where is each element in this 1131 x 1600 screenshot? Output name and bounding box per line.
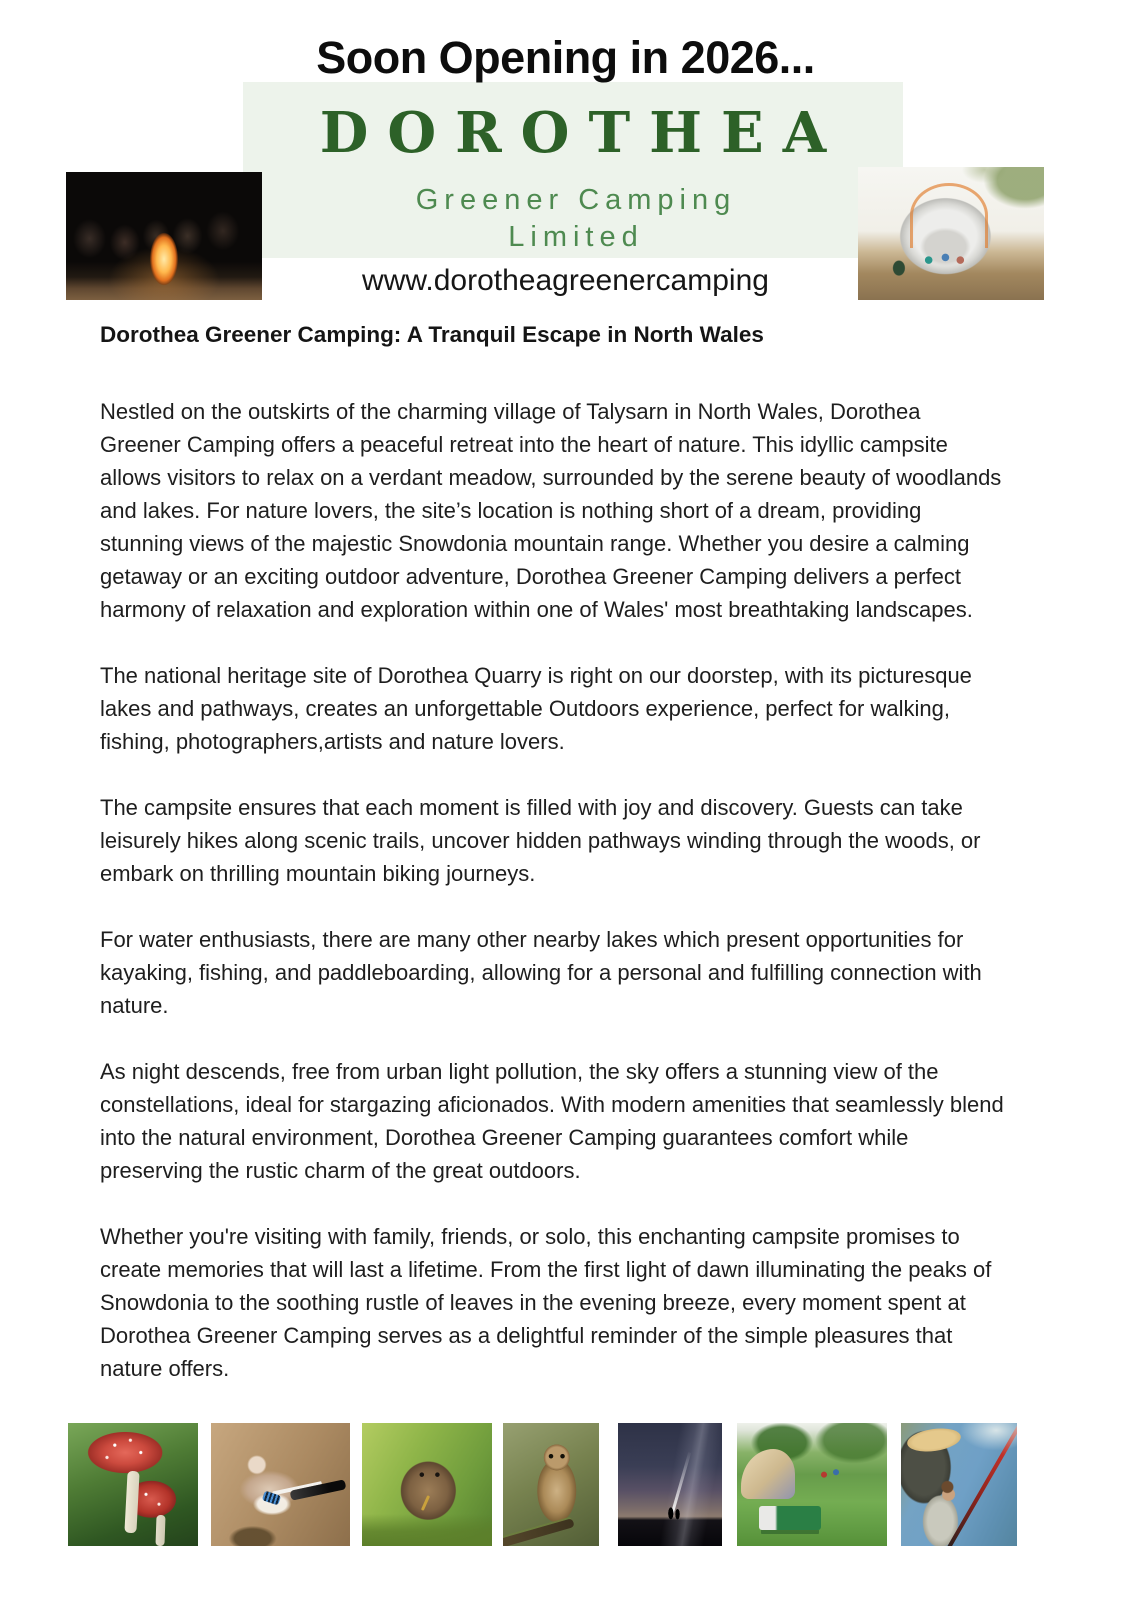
article-body: [100, 318, 1005, 1418]
paragraph-closing: Whether you're visiting with family, friends, or solo, this enchanting campsite promises to create memories that will last a lifetime. From the first light of dawn illuminating the peaks of Snowdonia to the soothing rustle of leaves in the evening breeze, every moment spent at Dorothea Greener Camping serves as a delightful reminder of the simple pleasures that nature offers.: [100, 1224, 992, 1381]
paragraph-activities: The campsite ensures that each moment is filled with joy and discovery. Guests can take leisurely hikes along scenic trails, uncover hidden pathways winding through the woods, or embark on thrilling mountain biking journeys.: [100, 795, 981, 886]
jay-bird-photo: [211, 1423, 350, 1546]
tawny-owl-photo: [503, 1423, 599, 1546]
paragraph-water: For water enthusiasts, there are many other nearby lakes which present opportunities for kayaking, fishing, and paddleboarding, allowing for a personal and fulfilling connection with nature.: [100, 927, 982, 1018]
article-heading: Dorothea Greener Camping: A Tranquil Escape in North Wales: [100, 322, 764, 347]
fishing-photo: [901, 1423, 1017, 1546]
vole-photo: [362, 1423, 492, 1546]
page-title: Soon Opening in 2026...: [316, 32, 815, 83]
website-url: www.dorotheagreenercamping: [362, 264, 769, 297]
stargazing-photo: [618, 1423, 722, 1546]
brand-subtitle-greener-camping: Greener Camping: [415, 184, 737, 216]
paragraph-intro: Nestled on the outskirts of the charming village of Talysarn in North Wales, Dorothea Greener Camping offers a peaceful retreat into the heart of nature. This idyllic campsite allows visitors to relax on a verdant meadow, surrounded by the serene beauty of woodlands and lakes. For nature lovers, the site’s location is nothing short of a dream, providing stunning views of the majestic Snowdonia mountain range. Whether you desire a calming getaway or an exciting outdoor adventure, Dorothea Greener Camping delivers a perfect harmony of relaxation and exploration within one of Wales' most breathtaking landscapes.: [100, 399, 1002, 622]
mushrooms-photo: [68, 1423, 198, 1546]
paragraph-quarry: The national heritage site of Dorothea Quarry is right on our doorstep, with its picturesque lakes and pathways, creates an unforgettable Outdoors experience, perfect for walking, fishing, photographers,artists and nature lovers.: [100, 663, 972, 754]
paragraph-stargazing: As night descends, free from urban light pollution, the sky offers a stunning view of the constellations, ideal for stargazing aficionados. With modern amenities that seamlessly blend into the natural environment, Dorothea Greener Camping guarantees comfort while preserving the rustic charm of the great outdoors.: [100, 1059, 1004, 1183]
photo-gallery: [0, 1423, 1131, 1546]
brand-name: DOROTHEA: [319, 100, 846, 166]
brand-subtitle-limited: Limited: [508, 221, 644, 253]
campsite-photo: [737, 1423, 887, 1546]
